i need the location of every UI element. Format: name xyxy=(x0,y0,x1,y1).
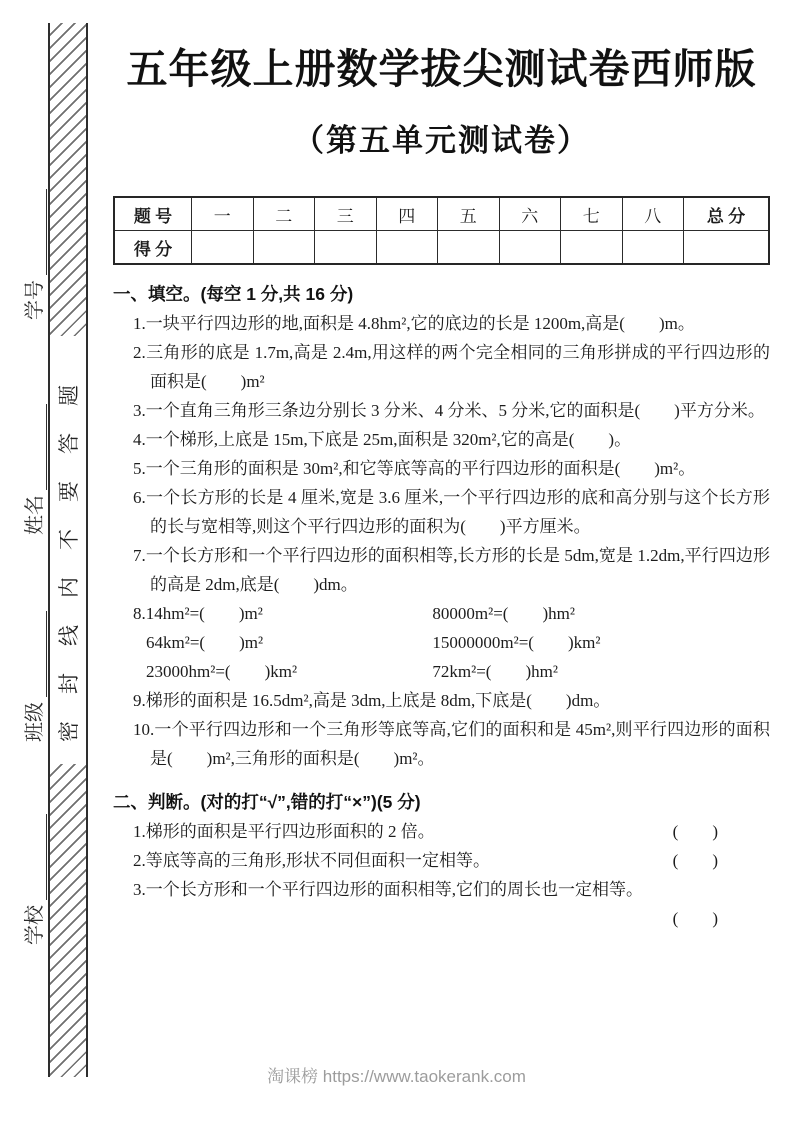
col-3: 三 xyxy=(315,197,377,231)
score-cell xyxy=(438,231,500,265)
fill-question-3: 3.一个直角三角形三条边分别长 3 分米、4 分米、5 分米,它的面积是( )平方分米。 xyxy=(133,401,765,421)
score-cell xyxy=(499,231,561,265)
student-number-blank-line xyxy=(42,189,47,275)
score-row-label: 得 分 xyxy=(114,231,192,265)
class-blank-line xyxy=(42,611,47,697)
class-field xyxy=(18,611,47,742)
fill-question-9: 9.梯形的面积是 16.5dm²,高是 3dm,上底是 8dm,下底是( )dm。 xyxy=(133,691,611,711)
answer-bracket: ( ) xyxy=(672,909,718,929)
score-cell xyxy=(376,231,438,265)
fill-question-8-conversions xyxy=(133,599,770,686)
score-table-header-row xyxy=(114,197,769,231)
seal-strip xyxy=(48,23,88,1077)
question-number-header: 题 号 xyxy=(114,197,192,231)
judge-questions xyxy=(113,817,770,933)
conversion-item: 8.14hm²=( )m² xyxy=(133,604,263,624)
student-number-field xyxy=(18,189,47,320)
page-subtitle: （第五单元测试卷） xyxy=(293,123,590,159)
score-table-score-row xyxy=(114,231,769,265)
fill-question-5: 5.一个三角形的面积是 30m²,和它等底等高的平行四边形的面积是( )m²。 xyxy=(133,459,696,479)
fill-question-2: 2.三角形的底是 1.7m,高是 2.4m,用这样的两个完全相同的三角形拼成的平行四边形的面积是( )m² xyxy=(133,343,770,392)
section-fill-heading: 一、填空。(每空 1 分,共 16 分) xyxy=(113,284,354,305)
seal-line-text: 密封线内不要答题 xyxy=(57,358,81,742)
student-number-label: 学号 xyxy=(24,280,46,320)
fill-question-6: 6.一个长方形的长是 4 厘米,宽是 3.6 厘米,一个平行四边形的底和高分别与这个长方形的长与宽相等,则这个平行四边形的面积为( )平方厘米。 xyxy=(133,488,770,537)
student-name-field xyxy=(18,404,47,535)
judge-question-3: 3.一个长方形和一个平行四边形的面积相等,它们的周长也一定相等。 xyxy=(133,880,643,900)
score-cell xyxy=(561,231,623,265)
col-6: 六 xyxy=(499,197,561,231)
paper-content xyxy=(113,0,770,933)
fill-questions xyxy=(113,309,770,773)
page-title: 五年级上册数学拔尖测试卷西师版 xyxy=(126,46,757,92)
conversion-item: 80000m²=( )hm² xyxy=(432,604,575,624)
school-label: 学校 xyxy=(24,905,46,945)
score-cell xyxy=(684,231,770,265)
judge-question-text: 1.梯形的面积是平行四边形面积的 2 倍。 xyxy=(133,822,435,842)
hatch-bottom xyxy=(50,764,86,1077)
fill-question-4: 4.一个梯形,上底是 15m,下底是 25m,面积是 320m²,它的高是( )。 xyxy=(133,430,632,450)
school-field xyxy=(18,814,47,945)
fill-question-7: 7.一个长方形和一个平行四边形的面积相等,长方形的长是 5dm,宽是 1.2dm,平行四边形的高是 2dm,底是( )dm。 xyxy=(133,546,770,595)
conversion-item: 23000hm²=( )km² xyxy=(146,662,298,682)
score-cell xyxy=(253,231,315,265)
score-cell xyxy=(192,231,254,265)
footer-watermark: 淘课榜 https://www.taokerank.com xyxy=(267,1067,526,1086)
hatch-top xyxy=(50,23,86,336)
answer-bracket: ( ) xyxy=(672,822,718,842)
conversion-item: 64km²=( )m² xyxy=(146,633,264,653)
student-name-label: 姓名 xyxy=(24,495,46,535)
student-name-blank-line xyxy=(42,404,47,490)
col-2: 二 xyxy=(253,197,315,231)
score-table xyxy=(113,196,770,265)
col-8: 八 xyxy=(622,197,684,231)
col-4: 四 xyxy=(376,197,438,231)
fill-question-1: 1.一块平行四边形的地,面积是 4.8hm²,它的底边的长是 1200m,高是( )m。 xyxy=(133,314,695,334)
answer-bracket: ( ) xyxy=(672,851,718,871)
seal-text-box xyxy=(50,336,86,764)
judge-question-1 xyxy=(133,817,770,846)
fill-question-10: 10.一个平行四边形和一个三角形等底等高,它们的面积和是 45m²,则平行四边形的面积是( )m²,三角形的面积是( )m²。 xyxy=(133,720,770,769)
conversion-item: 15000000m²=( )km² xyxy=(432,633,601,653)
section-judge-heading: 二、判断。(对的打“√”,错的打“×”)(5 分) xyxy=(113,792,421,813)
score-cell xyxy=(622,231,684,265)
judge-question-2 xyxy=(133,846,770,875)
conversion-item: 72km²=( )hm² xyxy=(432,662,558,682)
col-1: 一 xyxy=(192,197,254,231)
judge-question-text: 2.等底等高的三角形,形状不同但面积一定相等。 xyxy=(133,851,490,871)
col-total: 总 分 xyxy=(684,197,770,231)
school-blank-line xyxy=(42,814,47,900)
class-label: 班级 xyxy=(24,702,46,742)
col-7: 七 xyxy=(561,197,623,231)
score-cell xyxy=(315,231,377,265)
col-5: 五 xyxy=(438,197,500,231)
